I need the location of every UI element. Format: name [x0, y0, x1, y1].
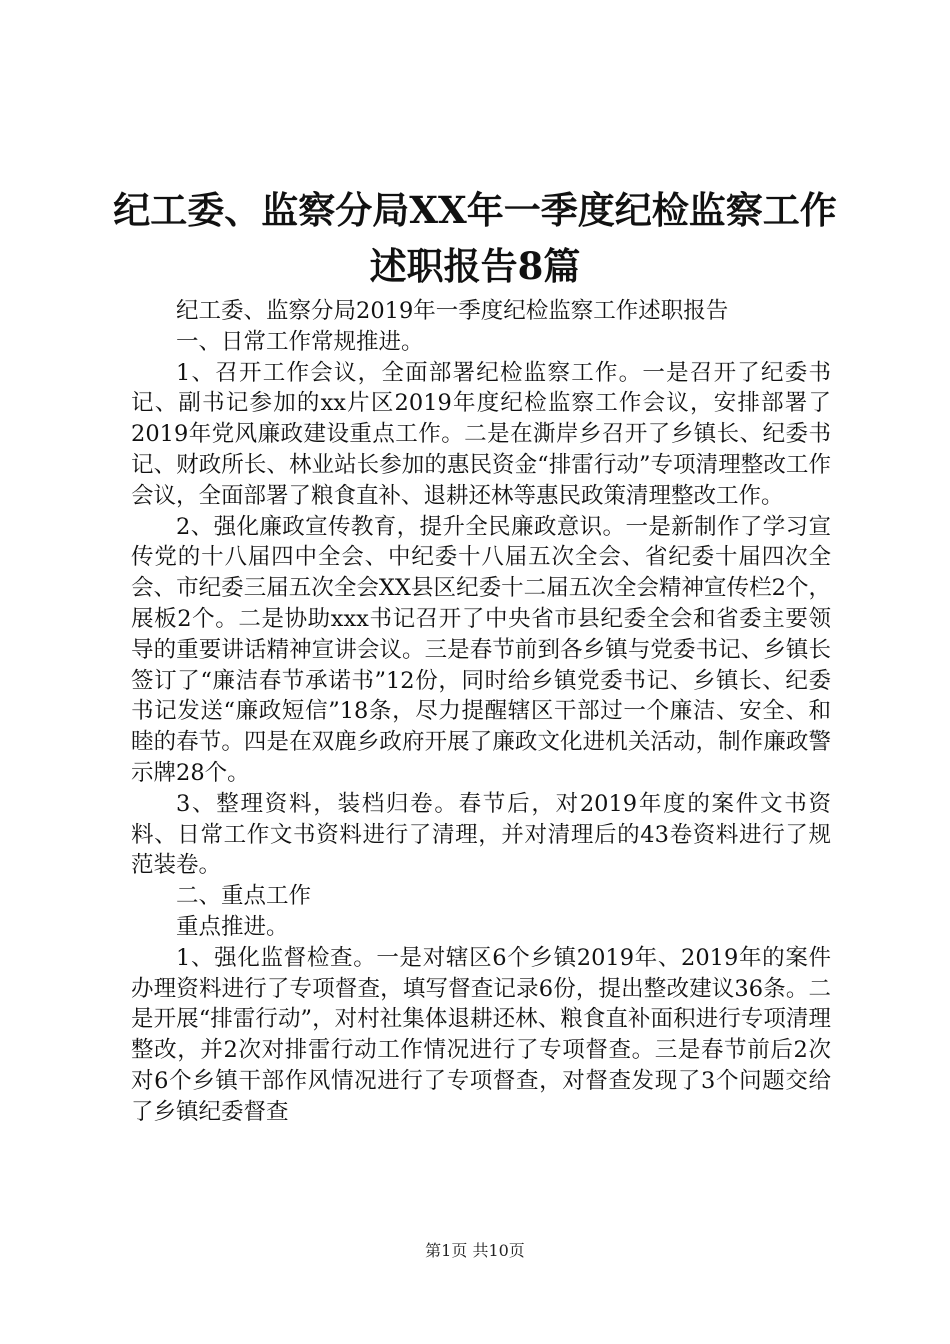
paragraph-item-3: 3、整理资料，装档归卷。春节后，对2019年度的案件文书资料、日常工作文书资料进行了清理，并对清理后的43卷资料进行了规范装卷。 [131, 790, 831, 879]
paragraph-subtitle: 纪工委、监察分局2019年一季度纪检监察工作述职报告 [176, 298, 729, 324]
page-footer: 第1页 共10页 [425, 1241, 525, 1260]
paragraph-section-1-heading: 一、日常工作常规推进。 [176, 328, 424, 355]
document-title-line-2: 述职报告8篇 [369, 244, 581, 288]
paragraph-key-push: 重点推进。 [176, 913, 289, 940]
document-body [131, 296, 831, 1128]
paragraph-section-2-heading: 二、重点工作 [176, 883, 312, 910]
paragraph-item-2: 2、强化廉政宣传教育，提升全民廉政意识。一是新制作了学习宣传党的十八届四中全会、中纪委十八届五次全会、省纪委十届四次全会、市纪委三届五次全会XX县区纪委十二届五次全会精神宣传栏2个，展板2个。二是协助xxx书记召开了中央省市县纪委全会和省委主要领导的重要讲话精神宣讲会议。三是春节前到各乡镇与党委书记、乡镇长签订了“廉洁春节承诺书”12份，同时给乡镇党委书记、乡镇长、纪委书记发送“廉政短信”18条，尽力提醒辖区干部过一个廉洁、安全、和睦的春节。四是在双鹿乡政府开展了廉政文化进机关活动，制作廉政警示牌28个。 [131, 513, 831, 786]
paragraph-item-1: 1、召开工作会议，全面部署纪检监察工作。一是召开了纪委书记、副书记参加的xx片区2019年度纪检监察工作会议，安排部署了2019年党风廉政建设重点工作。二是在澌岸乡召开了乡镇长、纪委书记、财政所长、林业站长参加的惠民资金“排雷行动”专项清理整改工作会议，全面部署了粮食直补、退耕还林等惠民政策清理整改工作。 [131, 359, 831, 509]
document-title-line-1: 纪工委、监察分局XX年一季度纪检监察工作 [113, 188, 837, 232]
paragraph-key-item-1: 1、强化监督检查。一是对辖区6个乡镇2019年、2019年的案件办理资料进行了专项督查，填写督查记录6份，提出整改建议36条。二是开展“排雷行动”，对村社集体退耕还林、粮食直补面积进行专项清理整改，并2次对排雷行动工作情况进行了专项督查。三是春节前后2次对6个乡镇干部作风情况进行了专项督查，对督查发现了3个问题交给了乡镇纪委督查 [131, 944, 831, 1125]
